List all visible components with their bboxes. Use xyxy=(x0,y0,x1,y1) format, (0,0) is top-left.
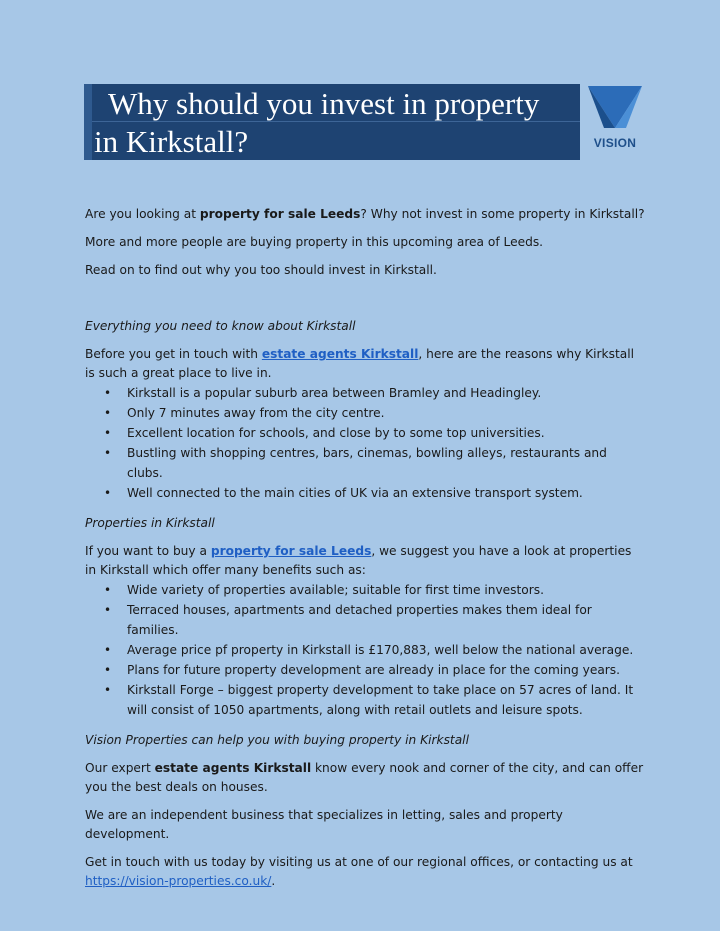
intro-paragraph-3: Read on to find out why you too should invest in Kirkstall. xyxy=(85,263,437,277)
bullet-icon: • xyxy=(104,446,112,460)
list-item-text: Terraced houses, apartments and detached properties makes them ideal for families. xyxy=(127,603,592,637)
list-item-text: Excellent location for schools, and close by to some top universities. xyxy=(127,426,545,440)
bullet-icon: • xyxy=(104,386,112,400)
property-for-sale-link[interactable]: property for sale Leeds xyxy=(210,544,372,558)
list-item-text: Kirkstall Forge – biggest property development to take place on 57 acres of land. It will consist of 1050 apartments, along with retail outlets and leisure spots. xyxy=(127,683,634,717)
list-item-text: Kirkstall is a popular suburb area between Bramley and Headingley. xyxy=(127,386,542,400)
section-heading-2: Properties in Kirkstall xyxy=(85,516,215,530)
section3-paragraph-1 xyxy=(85,759,645,797)
list-item xyxy=(85,383,645,403)
bullet-icon: • xyxy=(104,683,112,697)
list-item xyxy=(85,640,645,660)
bullet-icon: • xyxy=(104,583,112,597)
section1-bullet-list xyxy=(85,383,645,503)
list-item xyxy=(85,483,645,503)
body-text: Get in touch with us today by visiting us at one of our regional offices, or contacting us at xyxy=(85,855,633,869)
section2-lead xyxy=(85,542,645,580)
list-item xyxy=(85,423,645,443)
list-item-text: Only 7 minutes away from the city centre. xyxy=(127,406,385,420)
bullet-icon: • xyxy=(104,426,112,440)
section1-lead xyxy=(85,345,645,383)
estate-agents-link[interactable]: estate agents Kirkstall xyxy=(261,347,419,361)
body-text: . xyxy=(271,874,276,888)
bullet-icon: • xyxy=(104,406,112,420)
section3-paragraph-2: We are an independent business that specializes in letting, sales and property development. xyxy=(85,808,563,841)
list-item xyxy=(85,580,645,600)
list-item-text: Average price pf property in Kirkstall is £170,883, well below the national average. xyxy=(127,643,634,657)
section2-bullet-list xyxy=(85,580,645,720)
section-heading-1: Everything you need to know about Kirkstall xyxy=(85,319,356,333)
lead-text: If you want to buy a xyxy=(85,544,211,558)
bullet-icon: • xyxy=(104,603,112,617)
list-item xyxy=(85,600,645,640)
bullet-icon: • xyxy=(104,643,112,657)
list-item-text: Plans for future property development are already in place for the coming years. xyxy=(127,663,621,677)
intro-text: Are you looking at xyxy=(85,207,200,221)
website-link[interactable]: https://vision-properties.co.uk/ xyxy=(85,874,272,888)
title-banner xyxy=(84,84,580,160)
article-body xyxy=(85,205,645,891)
lead-text: , we suggest you have a look at properties in Kirkstall which offer many benefits such as: xyxy=(85,544,632,577)
list-item xyxy=(85,403,645,423)
body-text: Our expert xyxy=(85,761,155,775)
bullet-icon: • xyxy=(104,486,112,500)
list-item-text: Well connected to the main cities of UK via an extensive transport system. xyxy=(127,486,583,500)
page-title-line1: Why should you invest in property xyxy=(108,86,540,121)
lead-text: , here are the reasons why Kirkstall is such a great place to live in. xyxy=(85,347,634,380)
section-heading-3: Vision Properties can help you with buying property in Kirkstall xyxy=(85,733,469,747)
intro-text: ? Why not invest in some property in Kirkstall? xyxy=(360,207,645,221)
intro-paragraph-2: More and more people are buying property in this upcoming area of Leeds. xyxy=(85,235,544,249)
list-item xyxy=(85,443,645,483)
intro-paragraph-1 xyxy=(85,205,645,224)
logo-text: VISION xyxy=(593,136,637,150)
bold-keyword: property for sale Leeds xyxy=(199,207,361,221)
bullet-icon: • xyxy=(104,663,112,677)
list-item xyxy=(85,680,645,720)
list-item-text: Bustling with shopping centres, bars, cinemas, bowling alleys, restaurants and clubs. xyxy=(127,446,607,480)
body-text: know every nook and corner of the city, and can offer you the best deals on houses. xyxy=(85,761,644,794)
lead-text: Before you get in touch with xyxy=(85,347,262,361)
list-item-text: Wide variety of properties available; suitable for first time investors. xyxy=(127,583,544,597)
page-title-line2: in Kirkstall? xyxy=(94,124,249,159)
bold-keyword: estate agents Kirkstall xyxy=(154,761,312,775)
list-item xyxy=(85,660,645,680)
section3-paragraph-3 xyxy=(85,853,645,891)
